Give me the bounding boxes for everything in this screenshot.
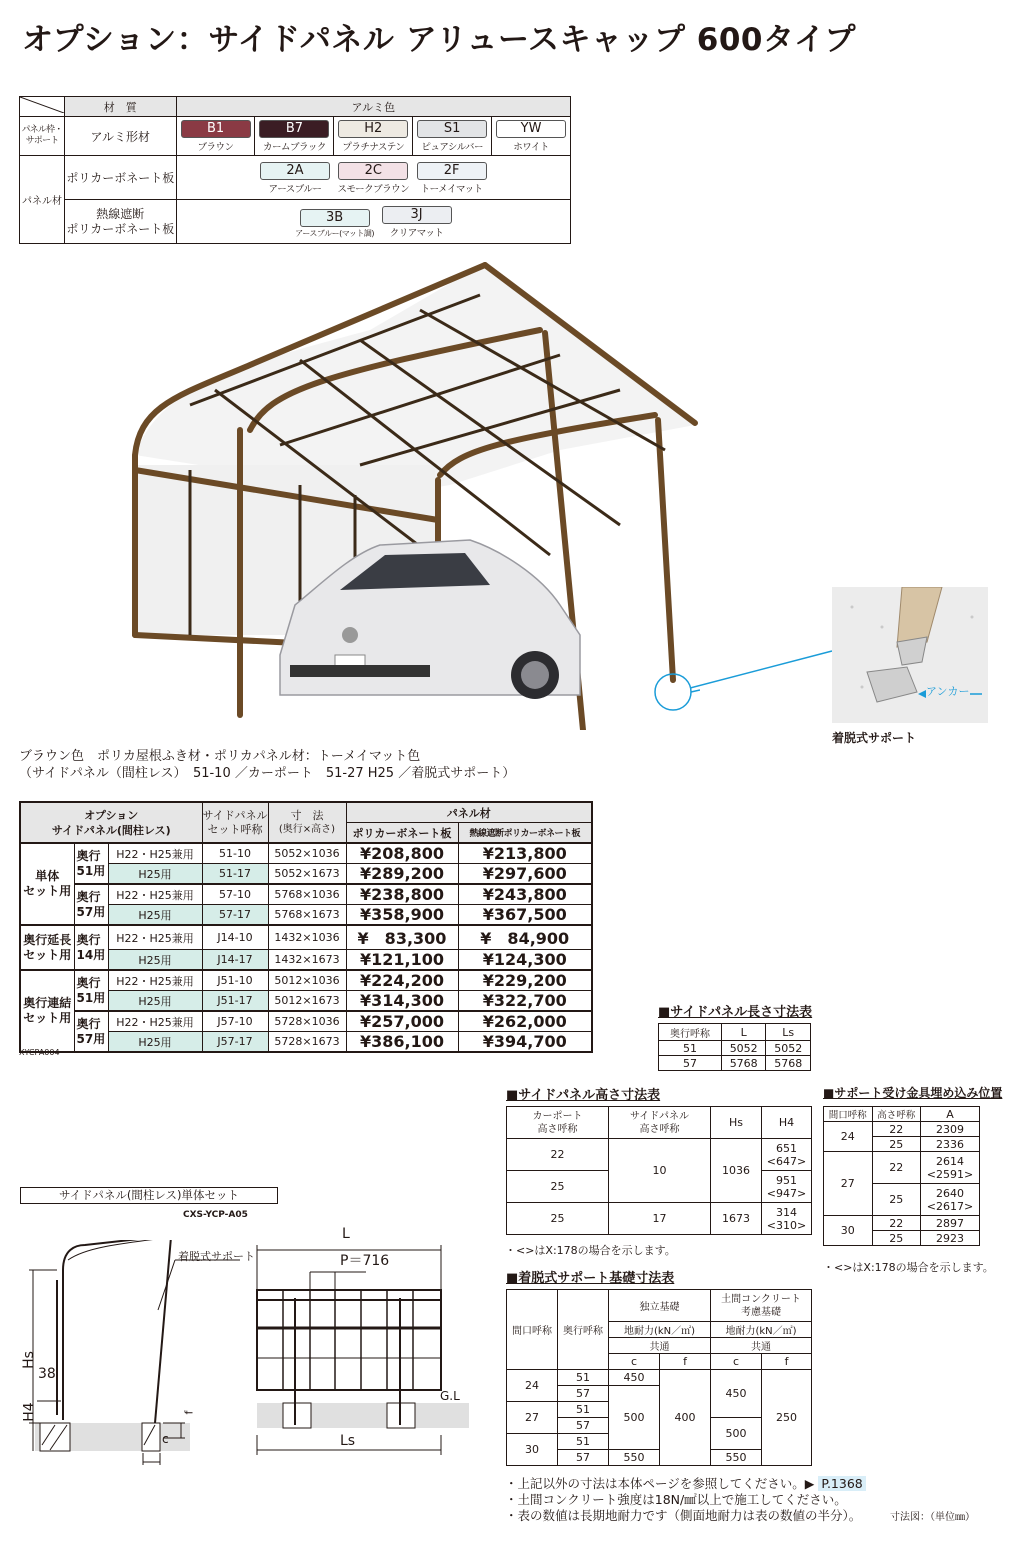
removable-support-illustration xyxy=(832,587,988,723)
label-L: L xyxy=(342,1226,350,1242)
diagram-title-box: サイドパネル(間柱レス)単体セット xyxy=(20,1187,278,1204)
length-table xyxy=(658,1023,811,1071)
carport-photo xyxy=(120,255,700,730)
type-cell: H25用 xyxy=(108,905,202,926)
header-material: 材 質 xyxy=(65,97,177,117)
header-cell: 奥行呼称 xyxy=(659,1024,722,1041)
set-cell: 57-17 xyxy=(202,905,268,926)
footer-notes xyxy=(505,1476,866,1524)
swatch-b1[interactable] xyxy=(176,117,255,156)
price-poly: ¥386,100 xyxy=(346,1032,458,1053)
header-cell: Ls xyxy=(766,1024,811,1041)
swatch-yw[interactable] xyxy=(492,117,571,156)
price-heat: ¥367,500 xyxy=(458,905,592,926)
swatch-label: トーメイマット xyxy=(420,183,483,195)
header-set-line2: セット呼称 xyxy=(207,822,263,836)
height-table-title: ■サイドパネル高さ寸法表 xyxy=(506,1088,661,1103)
swatch-chip: H2 xyxy=(338,120,408,138)
dim-cell: 5012×1673 xyxy=(268,991,346,1012)
price-heat: ¥297,600 xyxy=(458,864,592,885)
set-cell: J51-17 xyxy=(202,991,268,1012)
note-line1: ・上記以外の寸法は本体ページを参照してください。▶ P.1368 xyxy=(505,1476,866,1492)
page-title: オプション：サイドパネル アリュースキャップ 600タイプ xyxy=(22,22,856,58)
type-cell: H22・H25兼用 xyxy=(108,884,202,905)
price-heat: ¥ 84,900 xyxy=(458,925,592,950)
swatch-2f[interactable] xyxy=(417,162,487,195)
set-cell: 51-17 xyxy=(202,864,268,885)
price-poly: ¥257,000 xyxy=(346,1011,458,1032)
swatch-3j[interactable] xyxy=(382,206,452,239)
price-heat: ¥213,800 xyxy=(458,843,592,864)
swatch-label: ホワイト xyxy=(513,142,549,153)
dim-cell: 5052×1673 xyxy=(268,864,346,885)
dim-cell: 5728×1036 xyxy=(268,1011,346,1032)
header-panel-material: パネル材 xyxy=(346,802,592,823)
diagonal-header-cell xyxy=(20,97,65,117)
price-poly: ¥ 83,300 xyxy=(346,925,458,950)
price-poly: ¥224,200 xyxy=(346,970,458,991)
header-heat-polycarbonate: 熱線遮断ポリカーボネート板 xyxy=(458,823,592,844)
table-row: 30 51 xyxy=(507,1434,812,1450)
label-gl: G.L xyxy=(440,1389,460,1403)
swatch-chip: 3B xyxy=(300,209,370,227)
photo-caption xyxy=(19,748,515,782)
note-line2: ・土間コンクリート強度は18N/㎟以上で施工してください。 xyxy=(505,1492,847,1507)
swatch-2a[interactable] xyxy=(260,162,330,195)
table-row xyxy=(20,970,592,991)
table-row: 57 5768 5768 xyxy=(659,1056,811,1071)
price-poly: ¥121,100 xyxy=(346,950,458,971)
swatch-label: アースブルー(マット調) xyxy=(295,228,375,238)
set-cell: J57-17 xyxy=(202,1032,268,1053)
type-cell: H22・H25兼用 xyxy=(108,843,202,864)
table-row: 25 17 1673 314 <310> xyxy=(507,1203,812,1235)
header-dim-line1: 寸 法 xyxy=(290,808,324,822)
material-aluminum: アルミ形材 xyxy=(65,117,177,156)
table-row: 51 5052 5052 xyxy=(659,1041,811,1056)
label-f: f xyxy=(182,1410,196,1415)
page-reference-link[interactable]: P.1368 xyxy=(818,1476,865,1491)
position-table-title: ■サポート受け金具埋め込み位置 xyxy=(823,1086,1003,1100)
header-dimensions xyxy=(268,802,346,843)
table-row: 24 51 450 400 450 250 xyxy=(507,1370,812,1386)
header-dim-line2: (奥行×高さ) xyxy=(278,823,336,835)
swatch-label: クリアマット xyxy=(389,227,444,239)
label-h4: H4 xyxy=(21,1402,38,1422)
type-cell: H25用 xyxy=(108,1032,202,1053)
header-cell: 間口呼称 xyxy=(824,1107,873,1122)
header-bearing: 地耐力(kN／㎡) xyxy=(711,1322,812,1338)
swatch-chip: 2F xyxy=(417,162,487,180)
header-depth: 奥行呼称 xyxy=(558,1290,609,1370)
header-concrete: 土間コンクリート 考慮基礎 xyxy=(711,1290,812,1322)
price-poly: ¥289,200 xyxy=(346,864,458,885)
header-side-height: サイドパネル 高さ呼称 xyxy=(609,1107,711,1139)
caption-line1: ブラウン色 ポリカ屋根ふき材・ポリカパネル材：トーメイマット色 xyxy=(19,749,421,764)
unit-label: 寸法図：（単位㎜） xyxy=(890,1512,975,1523)
anchor-label: アンカー xyxy=(926,685,970,698)
dim-cell: 5768×1036 xyxy=(268,884,346,905)
front-view-diagram xyxy=(255,1240,475,1465)
polycarbonate-swatches xyxy=(176,156,570,200)
price-poly: ¥208,800 xyxy=(346,843,458,864)
type-cell: H25用 xyxy=(108,950,202,971)
swatch-2c[interactable] xyxy=(337,162,409,195)
set-cell: J57-10 xyxy=(202,1011,268,1032)
label-c: c xyxy=(162,1432,169,1446)
position-table: 間口呼称 高さ呼称 A 24 22 2309 25 2336 27 22 2614 <2591> 25 2640 <2617> 30 22 2897 25 2923 xyxy=(823,1106,980,1246)
swatch-chip: 3J xyxy=(382,206,452,224)
header-h4: H4 xyxy=(762,1107,812,1139)
type-cell: H22・H25兼用 xyxy=(108,1011,202,1032)
group-extension: 奥行延長 セット用 xyxy=(20,925,74,970)
header-aluminum-color: アルミ色 xyxy=(176,97,570,117)
table-row: 57 500 xyxy=(507,1418,812,1434)
set-cell: J51-10 xyxy=(202,970,268,991)
header-cell: 高さ呼称 xyxy=(872,1107,921,1122)
length-table-title: ■サイドパネル長さ寸法表 xyxy=(658,1005,813,1020)
side-view-diagram xyxy=(15,1240,265,1470)
header-frontage: 間口呼称 xyxy=(507,1290,558,1370)
price-heat: ¥229,200 xyxy=(458,970,592,991)
caption-line2: （サイドパネル（間柱レス） 51-10 ／カーポート 51-27 H25 ／着脱式サポート） xyxy=(19,766,516,781)
support-inset-photo xyxy=(832,587,988,723)
set-cell: 51-10 xyxy=(202,843,268,864)
note-line3: ・表の数値は長期地耐力です（側面地耐力は表の数値の半分）。 xyxy=(505,1508,862,1523)
swatch-h2[interactable] xyxy=(334,117,413,156)
category-panel: パネル材 xyxy=(20,156,65,244)
header-bearing: 地耐力(kN／㎡) xyxy=(609,1322,711,1338)
swatch-label: ブラウン xyxy=(197,142,234,153)
price-heat: ¥243,800 xyxy=(458,884,592,905)
dim-cell: 5052×1036 xyxy=(268,843,346,864)
table-row: 57 550 550 xyxy=(507,1450,812,1466)
height-table xyxy=(506,1106,812,1235)
swatch-chip: B7 xyxy=(259,120,329,138)
label-pitch: P＝716 xyxy=(340,1253,390,1269)
table-row: 25 951 <947> xyxy=(507,1171,812,1203)
swatch-label: アースブルー xyxy=(268,183,322,195)
category-frame-support: パネル枠・サポート xyxy=(20,117,65,156)
swatch-label: カームブラック xyxy=(263,142,326,153)
material-line2: ポリカーボネート板 xyxy=(66,221,175,236)
swatch-chip: 2A xyxy=(260,162,330,180)
label-38: 38 xyxy=(38,1366,56,1382)
inset-label: 着脱式サポート xyxy=(832,731,917,745)
swatch-s1[interactable] xyxy=(413,117,492,156)
header-hs: Hs xyxy=(711,1107,762,1139)
swatch-chip: YW xyxy=(496,120,566,138)
swatch-b7[interactable] xyxy=(255,117,334,156)
header-set-name xyxy=(202,802,268,843)
support-label: 着脱式サポート xyxy=(178,1250,255,1263)
swatch-chip: S1 xyxy=(417,120,487,138)
foundation-table-title: ■着脱式サポート基礎寸法表 xyxy=(506,1271,675,1286)
header-cell: A xyxy=(921,1107,980,1122)
table-row xyxy=(20,843,592,864)
depth-label: 奥行 57用 xyxy=(74,884,108,925)
depth-label: 奥行 51用 xyxy=(74,843,108,884)
table-row: 27 51 xyxy=(507,1402,812,1418)
swatch-3b[interactable] xyxy=(295,209,374,239)
material-heat-polycarbonate xyxy=(65,200,177,244)
set-cell: J14-10 xyxy=(202,925,268,950)
header-common: 共通 xyxy=(609,1338,711,1354)
table-row xyxy=(20,1011,592,1032)
swatch-label: スモークブラウン xyxy=(337,183,410,195)
callout-line xyxy=(690,648,835,693)
table-row: 57 500 xyxy=(507,1386,812,1402)
header-set-line1: サイドパネル xyxy=(202,808,268,822)
swatch-label: プラチナステン xyxy=(342,142,405,153)
diagram-code: CXS-YCP-A05 xyxy=(183,1210,248,1220)
set-cell: 57-10 xyxy=(202,884,268,905)
type-cell: H22・H25兼用 xyxy=(108,925,202,950)
depth-label: 奥行 51用 xyxy=(74,970,108,1011)
color-table xyxy=(19,96,571,244)
price-heat: ¥124,300 xyxy=(458,950,592,971)
table-row xyxy=(20,884,592,905)
swatch-label: ピュアシルバー xyxy=(421,142,484,153)
group-connection: 奥行連結 セット用 xyxy=(20,970,74,1052)
header-common: 共通 xyxy=(711,1338,812,1354)
price-poly: ¥314,300 xyxy=(346,991,458,1012)
set-cell: J14-17 xyxy=(202,950,268,971)
label-hs: Hs xyxy=(20,1351,37,1369)
material-polycarbonate: ポリカーボネート板 xyxy=(65,156,177,200)
dim-cell: 1432×1036 xyxy=(268,925,346,950)
header-cell: L xyxy=(721,1024,766,1041)
header-option-line2: サイドパネル(間柱レス) xyxy=(51,823,171,837)
price-table xyxy=(19,801,593,1053)
header-carport-height: カーポート 高さ呼称 xyxy=(507,1107,609,1139)
catalog-code: XYCPA004 xyxy=(19,1048,60,1057)
material-line1: 熱線遮断 xyxy=(96,206,145,221)
label-Ls: Ls xyxy=(340,1433,356,1449)
header-independent: 独立基礎 xyxy=(609,1290,711,1322)
dim-cell: 5768×1673 xyxy=(268,905,346,926)
height-table-note: ・<>はX:178の場合を示します。 xyxy=(505,1244,676,1257)
table-row: 22 10 1036 651 <647> xyxy=(507,1139,812,1171)
dim-cell: 5012×1036 xyxy=(268,970,346,991)
type-cell: H25用 xyxy=(108,991,202,1012)
depth-label: 奥行 14用 xyxy=(74,925,108,970)
price-poly: ¥238,800 xyxy=(346,884,458,905)
price-heat: ¥262,000 xyxy=(458,1011,592,1032)
dim-cell: 5728×1673 xyxy=(268,1032,346,1053)
header-option xyxy=(20,802,202,843)
heat-polycarbonate-swatches xyxy=(176,200,570,244)
price-poly: ¥358,900 xyxy=(346,905,458,926)
header-option-line1: オプション xyxy=(84,808,139,822)
diagonal-line-icon xyxy=(20,97,64,113)
position-table-note: ・<>はX:178の場合を示します。 xyxy=(823,1261,994,1274)
type-cell: H22・H25兼用 xyxy=(108,970,202,991)
type-cell: H25用 xyxy=(108,864,202,885)
header-polycarbonate: ポリカーボネート板 xyxy=(346,823,458,844)
depth-label: 奥行 57用 xyxy=(74,1011,108,1052)
price-heat: ¥394,700 xyxy=(458,1032,592,1053)
swatch-chip: B1 xyxy=(181,120,251,138)
dim-cell: 1432×1673 xyxy=(268,950,346,971)
foundation-table: 間口呼称 奥行呼称 独立基礎 土間コンクリート 考慮基礎 地耐力(kN／㎡) 地耐力(kN／㎡) 共通 共通 c f c f 24 51 450 400 450 250 57 500 27 51 57 500 30 51 57 550 550 xyxy=(506,1289,812,1466)
table-row xyxy=(20,925,592,950)
group-single: 単体 セット用 xyxy=(20,843,74,925)
swatch-chip: 2C xyxy=(338,162,408,180)
price-heat: ¥322,700 xyxy=(458,991,592,1012)
